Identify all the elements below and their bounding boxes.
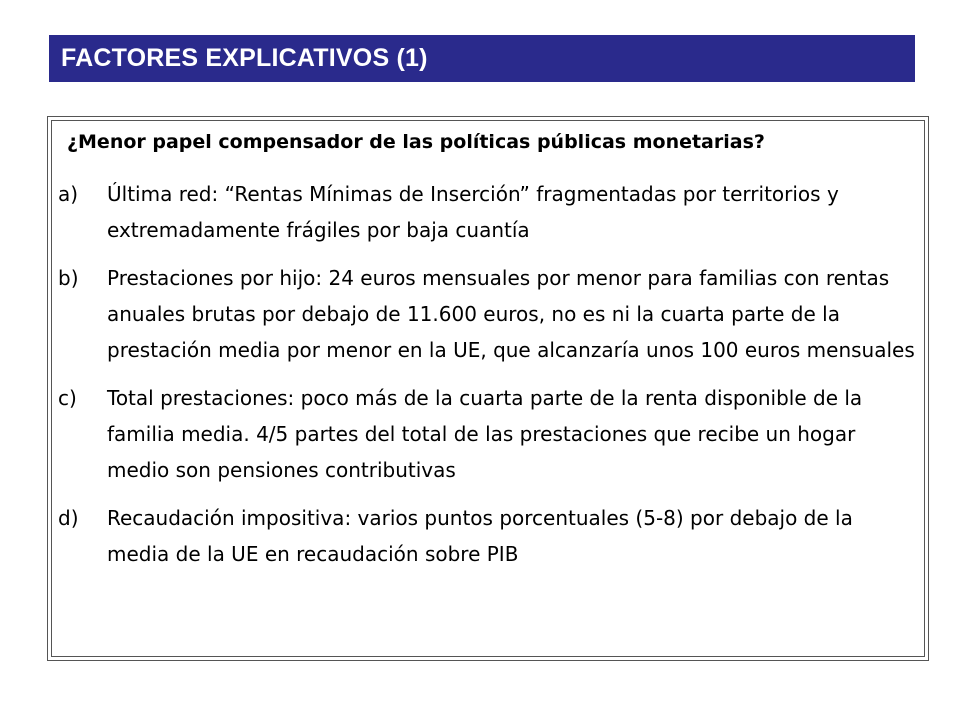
factor-list: [58, 176, 918, 584]
title-bar: [49, 35, 915, 82]
list-item: [58, 380, 918, 488]
list-item-text: Última red: “Rentas Mínimas de Inserción” fragmentadas por territorios y extremadamente frágiles por baja cuantía: [107, 182, 839, 242]
list-item-marker: a): [58, 182, 79, 206]
list-item-marker: b): [58, 266, 79, 290]
list-item-text: Total prestaciones: poco más de la cuarta parte de la renta disponible de la familia media. 4/5 partes del total de las prestaciones que recibe un hogar medio son pensiones contributivas: [107, 386, 863, 482]
list-item: [58, 260, 918, 368]
list-item-marker: d): [58, 506, 79, 530]
list-item-text: Recaudación impositiva: varios puntos porcentuales (5-8) por debajo de la media de la UE en recaudación sobre PIB: [107, 506, 853, 566]
question-heading: ¿Menor papel compensador de las políticas públicas monetarias?: [67, 131, 765, 153]
list-item-marker: c): [58, 386, 77, 410]
list-item: [58, 176, 918, 248]
list-item-text: Prestaciones por hijo: 24 euros mensuales por menor para familias con rentas anuales brutas por debajo de 11.600 euros, no es ni la cuarta parte de la prestación media por menor en la UE, que alcanzaría unos 100 euros mensuales: [107, 266, 915, 362]
list-item: [58, 500, 918, 572]
slide-title: FACTORES EXPLICATIVOS (1): [61, 44, 428, 72]
